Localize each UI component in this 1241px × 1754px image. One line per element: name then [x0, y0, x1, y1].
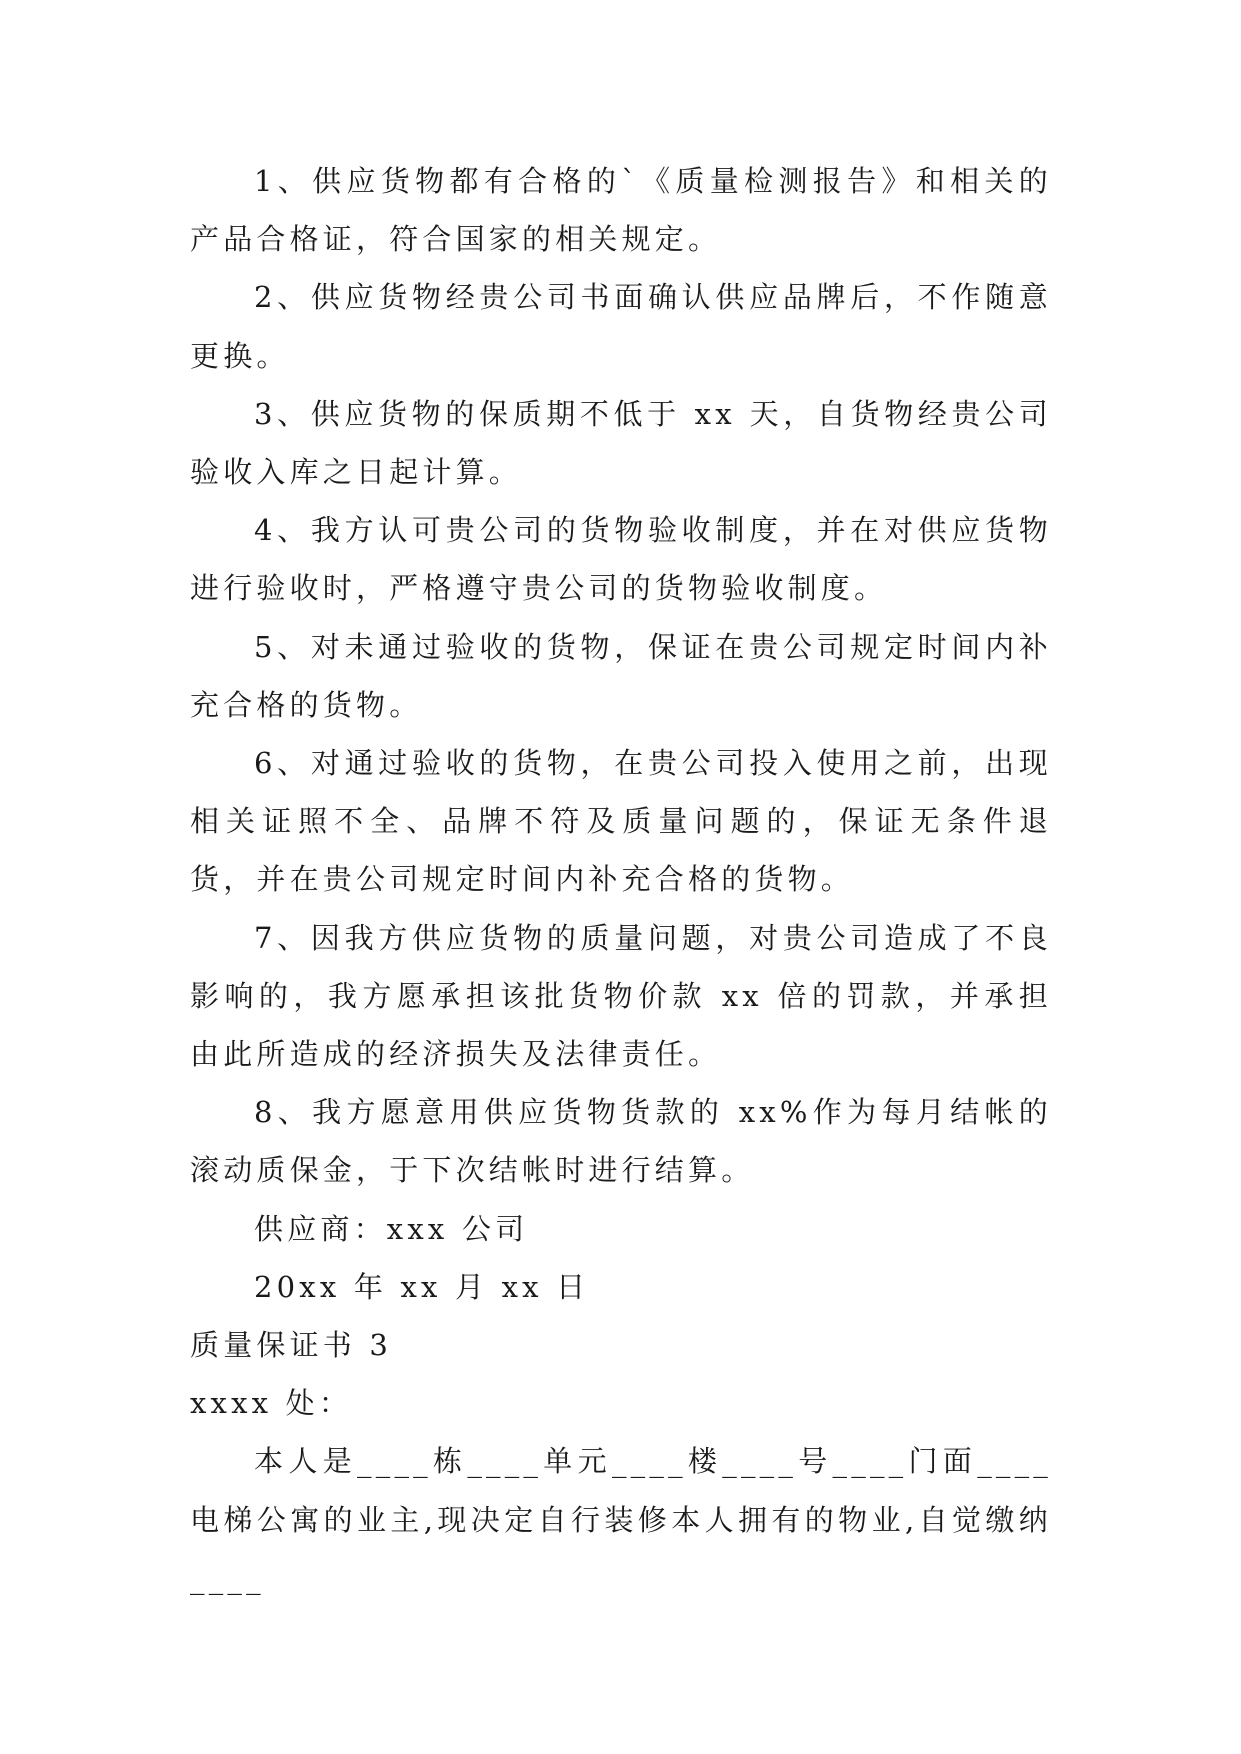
signature-date: 20xx 年 xx 月 xx 日: [254, 1269, 590, 1304]
section-heading: 质量保证书 3: [190, 1328, 393, 1363]
guarantee-item-2: 2、供应货物经贵公司书面确认供应品牌后，不作随意更换。: [190, 280, 1052, 373]
guarantee-item-8: 8、我方愿意用供应货物货款的 xx%作为每月结帐的滚动质保金，于下次结帐时进行结算。: [190, 1095, 1052, 1188]
owner-statement: 本人是____栋____单元____楼____号____门面____电梯公寓的业主,现决定自行装修本人拥有的物业,自觉缴纳____: [190, 1444, 1052, 1595]
guarantee-item-6: 6、对通过验收的货物，在贵公司投入使用之前，出现相关证照不全、品牌不符及质量问题的，保证无条件退货，并在贵公司规定时间内补充合格的货物。: [190, 746, 1052, 897]
guarantee-item-5: 5、对未通过验收的货物，保证在贵公司规定时间内补充合格的货物。: [190, 629, 1052, 722]
guarantee-item-3: 3、供应货物的保质期不低于 xx 天，自货物经贵公司验收入库之日起计算。: [190, 396, 1052, 490]
document-page: [190, 152, 1052, 1607]
supplier-signature: 供应商：xxx 公司: [254, 1211, 529, 1246]
guarantee-item-4: 4、我方认可贵公司的货物验收制度，并在对供应货物进行验收时，严格遵守贵公司的货物验收制度。: [190, 513, 1052, 606]
guarantee-item-1: 1、供应货物都有合格的`《质量检测报告》和相关的产品合格证，符合国家的相关规定。: [190, 164, 1052, 257]
addressee-line: xxxx 处：: [190, 1386, 353, 1421]
guarantee-item-7: 7、因我方供应货物的质量问题，对贵公司造成了不良影响的，我方愿承担该批货物价款 xx 倍的罚款，并承担由此所造成的经济损失及法律责任。: [190, 920, 1052, 1072]
